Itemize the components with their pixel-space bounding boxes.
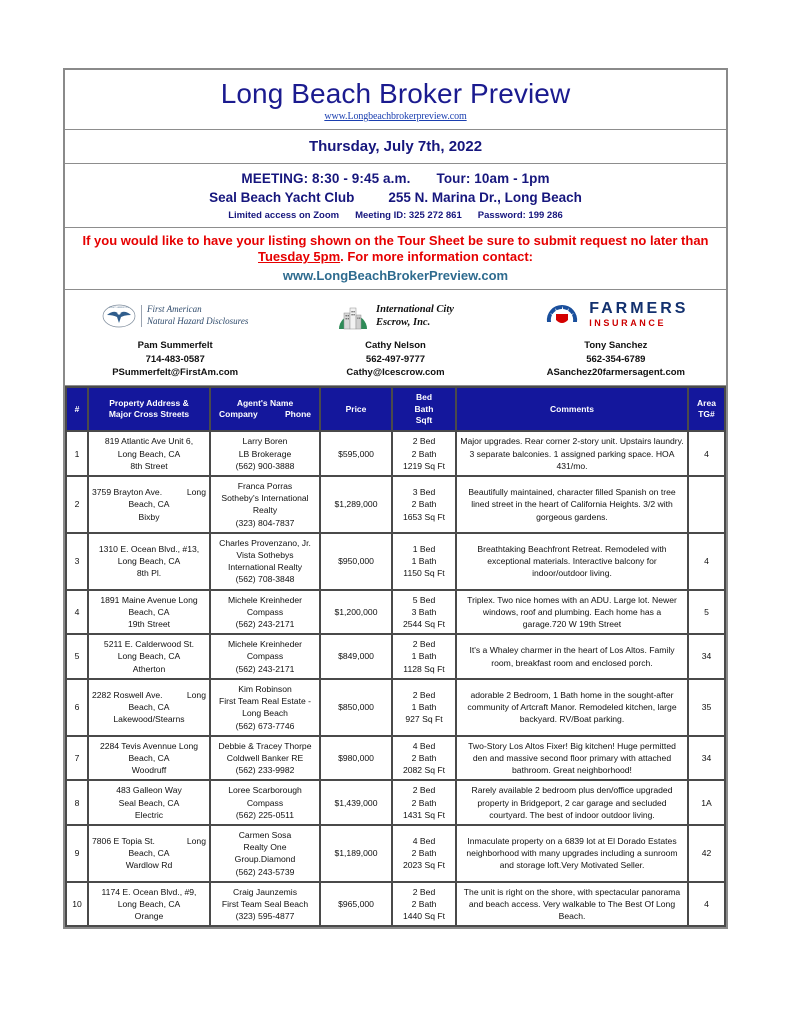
address-street: 3759 Brayton Ave. [92,487,163,498]
cell-comments: adorable 2 Bedroom, 1 Bath home in the sought-after community of Artcraft Manor. Remodeled kitchen, large backyard. RV/Boat parking. [456,679,688,736]
logo-divider [141,305,142,327]
event-date: Thursday, July 7th, 2022 [308,138,483,156]
bath-count: 2 Bath [411,448,437,459]
square-feet: 1150 Sq Ft [403,568,445,579]
sponsor-contact-phone: 714-483-0587 [145,353,205,365]
square-feet: 2082 Sq Ft [402,765,446,776]
cell-agent [210,590,320,635]
header-agent-company: Company [219,409,258,420]
notice-deadline: Tuesday 5pm [258,249,341,265]
address-line-1: 483 Galleon Way [116,785,182,796]
square-feet: 1219 Sq Ft [402,460,446,471]
cell-property-address [88,736,210,781]
address-line-1: 1891 Maine Avenue Long [100,594,198,605]
notice-line-1: If you would like to have your listing shown on the Tour Sheet be sure to submit request no later than [82,233,709,249]
sponsor-contact-phone: 562-354-6789 [586,353,646,365]
cell-price: $595,000 [320,431,392,476]
address-cross-street: Atherton [132,663,166,674]
cell-row-number: 1 [66,431,88,476]
first-american-logo [102,303,248,329]
tour-time: Tour: 10am - 1pm [436,171,550,187]
agent-company-line2: Group.Diamond [234,854,296,865]
header-area-tg [688,387,725,431]
table-row [66,476,725,533]
sponsor-first-american [65,296,285,380]
first-american-logo-row [65,296,285,336]
header-number: # [66,387,88,431]
agent-company: Compass [246,606,284,617]
agent-name: Charles Provenzano, Jr. [219,537,311,548]
bed-count: 2 Bed [412,689,436,700]
address-line-1: 1310 E. Ocean Blvd., #13, [98,543,200,554]
sponsor-contact-email[interactable]: PSummerfelt@FirstAm.com [112,367,239,379]
farmers-insurance-logo [543,301,688,330]
cell-property-address [88,634,210,679]
address-line-1: 5211 E. Calderwood St. [103,639,195,650]
agent-name: Michele Kreinheder [227,594,303,605]
eagle-icon [102,303,136,329]
header-address-line1: Property Address & [109,397,189,408]
bath-count: 3 Bath [411,606,437,617]
farmers-logo-row [506,296,726,336]
address-line-1: 2284 Tevis Avennue Long [99,740,199,751]
venue-address: 255 N. Marina Dr., Long Beach [388,190,582,206]
agent-company: LB Brokerage [238,448,292,459]
sponsors-band [65,290,726,386]
cell-row-number: 4 [66,590,88,635]
address-line-2: Beach, CA [128,499,170,510]
header-tg: TG# [698,409,715,420]
table-row [66,431,725,476]
square-feet: 1431 Sq Ft [402,809,446,820]
address-line-2: Beach, CA [128,848,170,859]
address-line-2: Long Beach, CA [117,898,181,909]
address-line-2: Beach, CA [128,606,170,617]
header-comments: Comments [456,387,688,431]
agent-company: First Team Seal Beach [221,898,309,909]
venue-line [65,188,726,208]
cell-comments: Triplex. Two nice homes with an ADU. Large lot. Newer windows, roof and plumbing. Each home has a garage.720 W 19th Street [456,590,688,635]
cell-area-tg: 35 [688,679,725,736]
ice-wordmark [376,303,454,329]
cell-agent [210,882,320,927]
agent-company-line2: International Realty [227,562,303,573]
cell-property-address [88,780,210,825]
cell-property-address [88,476,210,533]
cell-bed-bath-sqft [392,780,456,825]
flyer-container [63,68,728,929]
header-sqft: Sqft [415,414,433,425]
cell-bed-bath-sqft [392,825,456,882]
cell-bed-bath-sqft [392,431,456,476]
cell-row-number: 2 [66,476,88,533]
page-title: Long Beach Broker Preview [220,78,571,109]
agent-phone: (562) 243-5739 [235,866,295,877]
cell-bed-bath-sqft [392,736,456,781]
cell-property-address [88,825,210,882]
cell-comments: It's a Whaley charmer in the heart of Los Altos. Family room, breakfast room and enclosed porch. [456,634,688,679]
cell-agent [210,533,320,590]
bath-count: 1 Bath [411,702,437,713]
cell-row-number: 7 [66,736,88,781]
address-line-2: Beach, CA [128,702,170,713]
header-agent [210,387,320,431]
agent-company: Sotheby's International [221,493,309,504]
address-street: 7806 E Topia St. [92,836,155,847]
notice-line-2 [65,249,726,265]
address-line-1 [92,835,206,847]
agent-name: Larry Boren [242,436,288,447]
cell-agent [210,736,320,781]
agent-name: Loree Scarborough [228,785,302,796]
table-row [66,590,725,635]
cell-price: $849,000 [320,634,392,679]
square-feet: 2023 Sq Ft [402,860,446,871]
cell-price: $1,439,000 [320,780,392,825]
cell-row-number: 5 [66,634,88,679]
agent-name: Craig Jaunzemis [233,886,297,897]
agent-phone: (562) 708-3848 [235,574,295,585]
agent-phone: (562) 243-2171 [235,619,295,630]
ice-line1: International City [376,303,454,315]
cell-area-tg: 42 [688,825,725,882]
cell-comments: The unit is right on the shore, with spectacular panorama and beach access. Very walkable to The Best Of Long Beach. [456,882,688,927]
address-cross-street: Orange [134,911,164,922]
cell-property-address [88,431,210,476]
agent-phone: (562) 900-3888 [235,460,295,471]
title-band [65,70,726,130]
cell-area-tg: 34 [688,736,725,781]
table-row [66,736,725,781]
farmers-shield-icon [543,303,581,329]
meeting-time: MEETING: 8:30 - 9:45 a.m. [241,171,411,187]
sponsor-contact-name: Tony Sanchez [584,339,648,351]
header-price: Price [320,387,392,431]
sponsor-farmers-insurance [506,296,726,380]
address-cross-street: Wardlow Rd [125,860,173,871]
header-bed: Bed [415,392,433,403]
cell-bed-bath-sqft [392,533,456,590]
sponsor-international-city-escrow [285,296,505,380]
first-american-line2: Natural Hazard Disclosures [146,315,249,326]
address-cross-street: Lakewood/Stearns [113,714,185,725]
cell-property-address [88,882,210,927]
bath-count: 1 Bath [411,556,437,567]
farmers-line1: FARMERS [589,300,689,318]
header-website-link[interactable]: www.Longbeachbrokerpreview.com [324,111,467,123]
agent-phone: (562) 233-9982 [235,765,295,776]
cell-comments: Rarely available 2 bedroom plus den/office upgraded property in Bridgeport, 2 car garage and secluded courtyard. The best of indoor outdoor living. [456,780,688,825]
first-american-wordmark [147,304,248,327]
agent-company: Compass [246,797,284,808]
agent-name: Franca Porras [237,481,293,492]
zoom-line [65,208,726,223]
sponsor-contact-email[interactable]: ASanchez20farmersagent.com [546,367,685,379]
cell-area-tg: 5 [688,590,725,635]
address-cross-street: Woodruff [131,765,167,776]
agent-phone: (323) 595-4877 [235,911,295,922]
sponsor-contact-name: Pam Summerfelt [137,339,213,351]
table-header-row [66,387,725,431]
zoom-meeting-id: Meeting ID: 325 272 861 [355,210,462,222]
sponsor-contact-name: Cathy Nelson [365,339,426,351]
address-line-1: 819 Atlantic Ave Unit 6, [104,436,194,447]
bath-count: 2 Bath [411,752,437,763]
zoom-access-note: Limited access on Zoom [228,210,340,222]
bed-count: 2 Bed [412,639,436,650]
cell-agent [210,476,320,533]
cell-row-number: 8 [66,780,88,825]
address-city-part: Long [186,689,206,700]
agent-company: Vista Sothebys [236,550,294,561]
cell-area-tg [688,476,725,533]
address-cross-street: 19th Street [127,619,171,630]
bed-count: 2 Bed [412,436,436,447]
square-feet: 2544 Sq Ft [402,619,446,630]
cell-property-address [88,679,210,736]
bath-count: 2 Bath [411,848,437,859]
table-row [66,634,725,679]
cell-price: $1,289,000 [320,476,392,533]
cell-price: $1,189,000 [320,825,392,882]
cell-bed-bath-sqft [392,882,456,927]
cell-price: $850,000 [320,679,392,736]
bath-count: 2 Bath [411,898,437,909]
cell-price: $980,000 [320,736,392,781]
header-bed-bath-sqft [392,387,456,431]
square-feet: 927 Sq Ft [405,714,443,725]
cell-row-number: 9 [66,825,88,882]
table-row [66,533,725,590]
cell-row-number: 10 [66,882,88,927]
first-american-line1: First American [146,304,202,315]
sponsor-contact-phone: 562-497-9777 [365,353,426,365]
cell-bed-bath-sqft [392,590,456,635]
square-feet: 1653 Sq Ft [402,511,446,522]
bath-count: 2 Bath [411,499,437,510]
cell-row-number: 3 [66,533,88,590]
cell-bed-bath-sqft [392,634,456,679]
agent-phone: (562) 243-2171 [235,663,295,674]
address-city-part: Long [186,836,206,847]
cell-agent [210,634,320,679]
meeting-details-band [65,164,726,228]
cell-property-address [88,533,210,590]
cell-comments: Beautifully maintained, character filled Spanish on tree lined street in the heart of California Heights. 3/2 with gorgeous gardens. [456,476,688,533]
date-band [65,130,726,164]
farmers-line2: INSURANCE [589,318,667,329]
cell-agent [210,679,320,736]
cell-agent [210,431,320,476]
cell-row-number: 6 [66,679,88,736]
address-cross-street: 8th Pl. [136,568,162,579]
sponsor-contact-email[interactable]: Cathy@Icescrow.com [346,367,445,379]
agent-company-line2: Realty [252,505,278,516]
agent-company: First Team Real Estate - [218,696,311,707]
ice-line2: Escrow, Inc. [376,316,431,328]
bed-count: 4 Bed [412,836,436,847]
cell-agent [210,780,320,825]
agent-name: Kim Robinson [238,683,292,694]
header-bath: Bath [414,403,434,414]
cell-price: $1,200,000 [320,590,392,635]
agent-company-line2: Long Beach [242,708,288,719]
address-cross-street: Bixby [138,511,160,522]
submission-notice-band [65,228,726,290]
agent-name: Carmen Sosa [238,829,292,840]
cell-comments: Inmaculate property on a 6839 lot at El Dorado Estates neighborhood with many upgrades including a sunroom and storage loft.Very Motivated Seller. [456,825,688,882]
bath-count: 1 Bath [411,651,437,662]
header-property-address [88,387,210,431]
cell-property-address [88,590,210,635]
bed-count: 5 Bed [412,594,436,605]
cell-area-tg: 1A [688,780,725,825]
address-cross-street: 8th Street [130,460,168,471]
address-line-2: Long Beach, CA [117,556,181,567]
cell-area-tg: 4 [688,533,725,590]
address-street: 2282 Roswell Ave. [92,689,163,700]
listings-table-body [66,431,725,926]
venue-name: Seal Beach Yacht Club [209,190,355,206]
buildings-icon [337,301,369,331]
agent-company: Coldwell Banker RE [226,752,304,763]
table-row [66,780,725,825]
zoom-password: Password: 199 286 [477,210,563,222]
ice-logo-row [285,296,505,336]
address-line-1: 1174 E. Ocean Blvd., #9, [101,886,197,897]
listings-table [65,386,726,927]
cell-area-tg: 4 [688,431,725,476]
international-city-escrow-logo [337,301,454,331]
table-row [66,882,725,927]
address-line-2: Long Beach, CA [117,651,181,662]
agent-phone: (562) 673-7746 [235,720,295,731]
header-address-line2: Major Cross Streets [108,409,190,420]
header-agent-phone: Phone [285,409,311,420]
cell-area-tg: 34 [688,634,725,679]
bath-count: 2 Bath [411,797,437,808]
address-line-2: Seal Beach, CA [118,797,180,808]
agent-phone: (323) 804-7837 [235,517,295,528]
square-feet: 1440 Sq Ft [402,911,446,922]
cell-comments: Breathtaking Beachfront Retreat. Remodeled with exceptional materials. Interactive balcony for indoor/outdoor living. [456,533,688,590]
table-row [66,825,725,882]
bed-count: 2 Bed [412,886,436,897]
address-city-part: Long [186,487,206,498]
farmers-wordmark [589,301,688,330]
bed-count: 2 Bed [412,785,436,796]
agent-phone: (562) 225-0511 [235,809,295,820]
table-row [66,679,725,736]
svg-text:FIRST AMERICAN: FIRST AMERICAN [109,305,129,309]
cell-area-tg: 4 [688,882,725,927]
meeting-times-line [65,168,726,188]
cell-agent [210,825,320,882]
notice-line-2-rest: . For more information contact: [340,249,533,265]
agent-name: Debbie & Tracey Thorpe [218,740,312,751]
agent-company: Compass [246,651,284,662]
header-area: Area [697,397,716,408]
agent-name: Michele Kreinheder [227,639,303,650]
cell-price: $950,000 [320,533,392,590]
agent-company: Realty One [243,842,287,853]
notice-website-link[interactable]: www.LongBeachBrokerPreview.com [282,267,509,283]
address-line-1 [92,486,206,498]
address-line-1 [92,689,206,701]
address-cross-street: Electric [134,809,164,820]
cell-comments: Major upgrades. Rear corner 2-story unit. Upstairs laundry. 3 separate balconies. 1 assigned parking space. HOA 431/mo. [456,431,688,476]
bed-count: 3 Bed [412,487,436,498]
address-line-2: Beach, CA [128,752,170,763]
bed-count: 4 Bed [412,740,436,751]
address-line-2: Long Beach, CA [117,448,181,459]
bed-count: 1 Bed [412,543,436,554]
header-agent-name: Agent's Name [236,397,294,408]
cell-price: $965,000 [320,882,392,927]
cell-comments: Two-Story Los Altos Fixer! Big kitchen! Huge permitted den and massive second floor primary with attached bathroom. Great neighborhood! [456,736,688,781]
square-feet: 1128 Sq Ft [403,663,445,674]
cell-bed-bath-sqft [392,679,456,736]
cell-bed-bath-sqft [392,476,456,533]
